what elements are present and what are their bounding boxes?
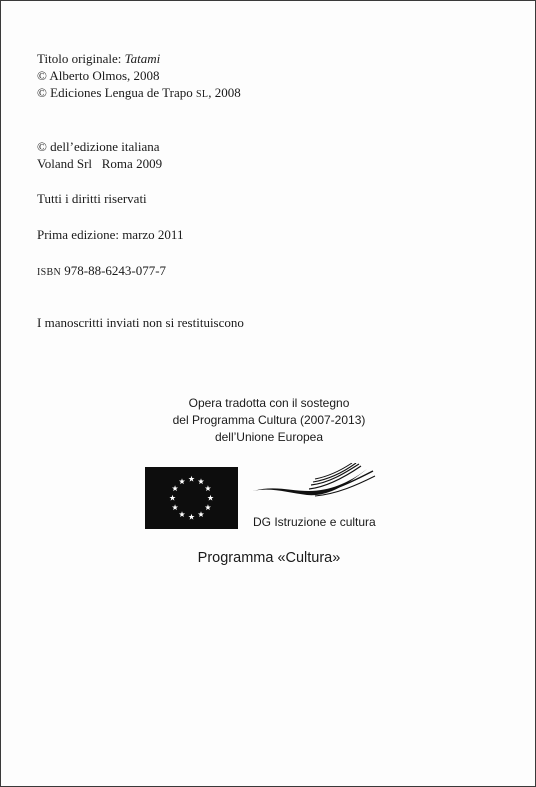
copyright-publisher-abbr: SL (196, 89, 209, 100)
eu-star-icon (169, 495, 175, 501)
eu-star-icon (188, 514, 194, 520)
original-title-label: Titolo originale: (37, 51, 125, 66)
eu-star-icon (198, 511, 204, 517)
first-edition-text: Prima edizione: marzo 2011 (37, 227, 184, 242)
first-edition (37, 226, 183, 243)
eu-star-icon (172, 504, 178, 510)
copyright-publisher-prefix: © Ediciones Lengua de Trapo (37, 85, 196, 100)
support-credit (1, 395, 536, 446)
support-line-1: Opera tradotta con il sostegno (188, 396, 350, 410)
eu-star-icon (188, 476, 194, 482)
eu-flag-logo (145, 467, 238, 529)
italian-copyright: © dell’edizione italiana (37, 139, 160, 154)
original-title: Tatami (124, 51, 161, 66)
eu-star-icon (198, 478, 204, 484)
dg-education-logo-icon (249, 463, 379, 503)
manuscripts-note (37, 314, 244, 331)
eu-star-icon (205, 504, 211, 510)
italian-edition-block (37, 138, 162, 172)
original-rights-block (37, 50, 241, 103)
copyright-publisher-line (37, 84, 241, 103)
copyright-author: © Alberto Olmos, 2008 (37, 68, 160, 83)
eu-star-icon (205, 485, 211, 491)
rights-reserved (37, 190, 147, 207)
dg-label: DG Istruzione e cultura (253, 515, 376, 529)
original-title-line (37, 50, 241, 67)
manuscripts-note-text: I manoscritti inviati non si restituiscono (37, 315, 244, 330)
eu-stars-icon (145, 467, 238, 529)
eu-star-icon (172, 485, 178, 491)
eu-star-icon (179, 511, 185, 517)
copyright-publisher-suffix: , 2008 (208, 85, 241, 100)
isbn-number: 978-88-6243-077-7 (60, 263, 167, 278)
rights-reserved-text: Tutti i diritti riservati (37, 191, 147, 206)
support-line-2: del Programma Cultura (2007-2013) (172, 413, 366, 427)
programme-title: Programma «Cultura» (197, 550, 341, 566)
isbn-label: ISBN (37, 267, 61, 278)
eu-star-icon (207, 495, 213, 501)
eu-star-icon (179, 478, 185, 484)
isbn-text (37, 262, 166, 281)
support-line-3: dell’Unione Europea (214, 430, 324, 444)
publisher-line: Voland Srl Roma 2009 (37, 156, 163, 171)
isbn-line (37, 262, 166, 281)
